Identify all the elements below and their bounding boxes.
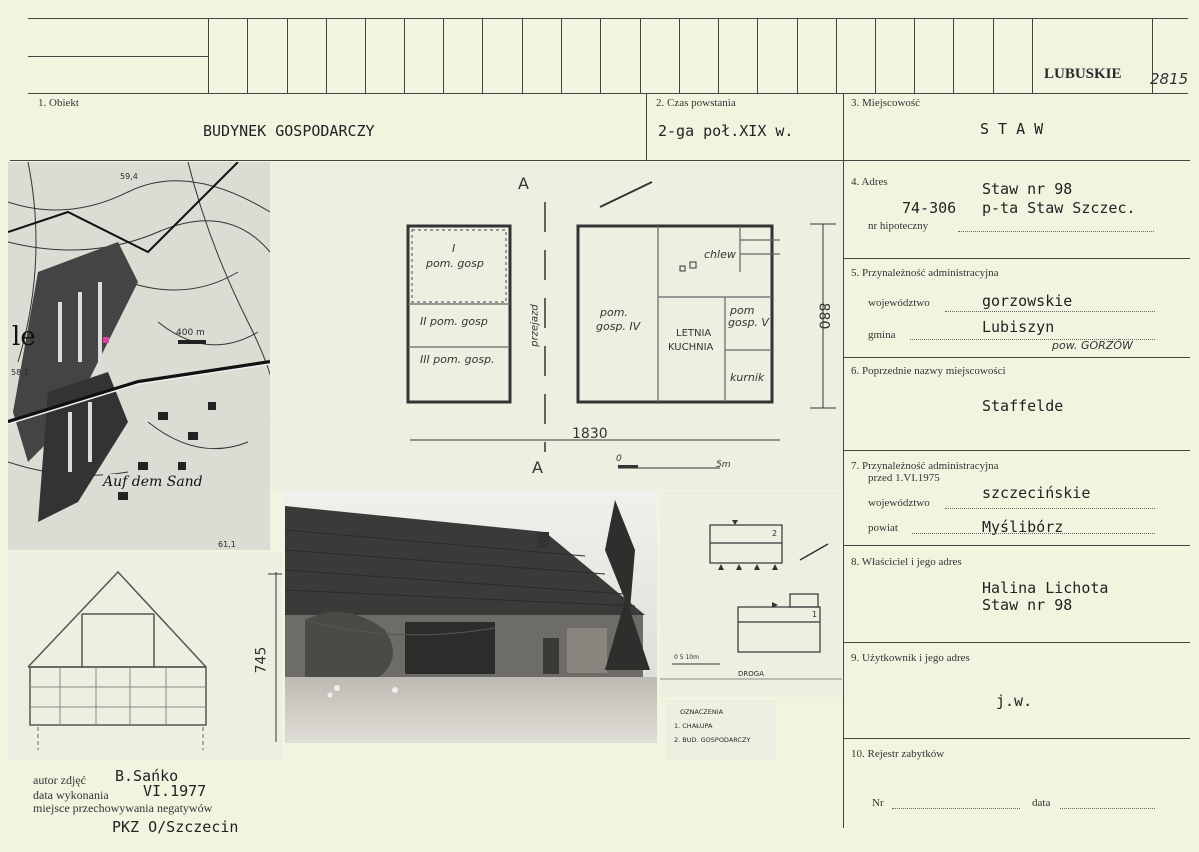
plan-room4a: pom. [600,306,628,319]
hipoteczny-label: nr hipoteczny [868,220,929,232]
plan-room4b: gosp. IV [596,320,641,333]
header-cell-divider [404,18,405,93]
header-cell-divider [326,18,327,93]
header-cell-divider [718,18,719,93]
czas-value: 2-ga poł.XIX w. [658,122,794,140]
plan-chlew: chlew [704,248,736,261]
plan-dim-height: 880 [815,302,832,330]
map-place: Auf dem Sand [103,474,203,490]
poprzednie-value: Staffelde [982,397,1064,415]
barn-photograph [285,490,657,743]
gmina-value: Lubiszyn [982,318,1055,336]
header-cell-divider [953,18,954,93]
obiekt-label: 1. Obiekt [38,97,79,109]
top-rule [28,18,1188,19]
plan-kuchnia1: LETNIA [676,328,712,339]
plan-section-mark-bottom: A [532,458,543,477]
plan-scale-5: 5m [716,460,731,470]
header-cell-divider [836,18,837,93]
miejsce-label: miejsce przechowywania negatywów [33,801,213,815]
woj-dots [945,311,1155,312]
map-scale: 400 m [176,328,205,338]
nr-dots [892,808,1020,809]
wlasciciel-label: 8. Właściciel i jego adres [851,556,962,568]
plan-room5a: pom [730,304,755,317]
adres-code: 74-306 [902,199,957,217]
legend-item-2: 2. BUD. GOSPODARCZY [674,736,751,744]
poprzednie-label: 6. Poprzednie nazwy miejscowości [851,365,1006,377]
autor-label: autor zdjęć [33,773,86,787]
map-elev3: 59,4 [120,172,138,181]
site-plan [660,492,842,697]
przed-label: 7. Przynależność administracyjna [851,460,999,472]
data-dots [1060,808,1155,809]
legend-title: OZNACZENIA [680,708,724,716]
header-cell-divider [482,18,483,93]
header-cell-divider [247,18,248,93]
row-rule [843,738,1190,739]
divider [646,93,647,160]
plan-passage: przejazd [529,304,541,347]
legend-item-1: 1. CHAŁUPA [674,722,713,730]
site-bldg2: 2 [772,529,778,538]
rejestr-label: 10. Rejestr zabytków [851,748,945,760]
przed-powiat-label: powiat [868,522,898,534]
plan-section-mark-top: A [518,174,529,193]
czas-label: 2. Czas powstania [656,97,736,109]
floor-plan [270,162,843,490]
autor-value: B.Sańko [115,767,179,785]
row-rule [843,258,1190,259]
plan-room1-label: pom. gosp [426,257,484,270]
plan-kuchnia2: KUCHNIA [668,342,714,353]
header-rule [28,56,208,57]
uzytkownik-label: 9. Użytkownik i jego adres [851,652,970,664]
map-big-label: le [12,322,36,352]
przed-powiat-dots [912,533,1155,534]
row-rule [843,545,1190,546]
uzytkownik-value: j.w. [996,692,1033,710]
header-cell-divider [1032,18,1033,93]
header-cell-divider [993,18,994,93]
przed-label2: przed 1.VI.1975 [868,472,940,484]
header-cell-divider [561,18,562,93]
powiat-note: pow. GORZÓW [1052,339,1133,352]
header-cell-divider [600,18,601,93]
row-rule [843,642,1190,643]
adres-line1: Staw nr 98 [982,180,1073,198]
header-cell-divider [679,18,680,93]
header-cell-divider [208,18,209,93]
przed-woj-value: szczecińskie [982,484,1091,502]
plan-scale-0: 0 [616,454,622,464]
region-name: LUBUSKIE [1044,66,1122,82]
przed-woj-label: województwo [868,497,930,509]
data-wykonania-value: VI.1977 [143,782,207,800]
wojewodztwo-value: gorzowskie [982,292,1073,310]
adres-line2: p-ta Staw Szczec. [982,199,1136,217]
hipoteczny-dots [958,231,1154,232]
map-image [8,162,270,550]
row-rule [843,450,1190,451]
miejscowosc-value: S T A W [980,120,1044,138]
site-bldg1: 1 [812,610,818,619]
header-cell-divider [640,18,641,93]
site-legend [666,700,776,760]
plan-room2: II pom. gosp [420,315,488,328]
header-bottom-rule [28,93,1188,94]
site-road: DROGA [738,670,764,678]
gmina-label: gmina [868,329,896,341]
right-column-divider [843,93,844,828]
map-elev1: 58,1 [11,368,29,377]
przed-powiat-value: Myślibórz [982,518,1064,536]
plan-room1: I [452,242,456,255]
site-scale: 0 5 10m [674,654,699,661]
wlasciciel-line2: Staw nr 98 [982,596,1073,614]
row-rule [10,160,1190,161]
card-number: 2815 [1150,70,1189,88]
wlasciciel-line1: Halina Lichota [982,579,1109,597]
header-cell-divider [287,18,288,93]
header-cell-divider [365,18,366,93]
miejsce-value: PKZ O/Szczecin [112,818,239,836]
elevation-dim-height: 745 [253,646,270,674]
header-cell-divider [875,18,876,93]
header-cell-divider [757,18,758,93]
header-cell-divider [797,18,798,93]
rejestr-nr-label: Nr [872,797,884,809]
plan-dim-width: 1830 [572,426,608,442]
miejscowosc-label: 3. Miejscowość [851,97,921,109]
elevation-drawing [8,552,282,760]
header-cell-divider [443,18,444,93]
plan-kurnik: kurnik [730,371,765,384]
rejestr-data-label: data [1032,797,1051,809]
plan-room5b: gosp. V [728,316,769,329]
map-elev2: 61,1 [218,540,236,549]
przed-woj-dots [945,508,1155,509]
header-cell-divider [914,18,915,93]
przynaleznosc-label: 5. Przynależność administracyjna [851,267,999,279]
adres-label: 4. Adres [851,176,888,188]
row-rule [843,357,1190,358]
obiekt-value: BUDYNEK GOSPODARCZY [203,122,375,140]
wojewodztwo-label: województwo [868,297,930,309]
header-cell-divider [522,18,523,93]
plan-room3: III pom. gosp. [420,353,495,366]
data-wykonania-label: data wykonania [33,788,109,802]
